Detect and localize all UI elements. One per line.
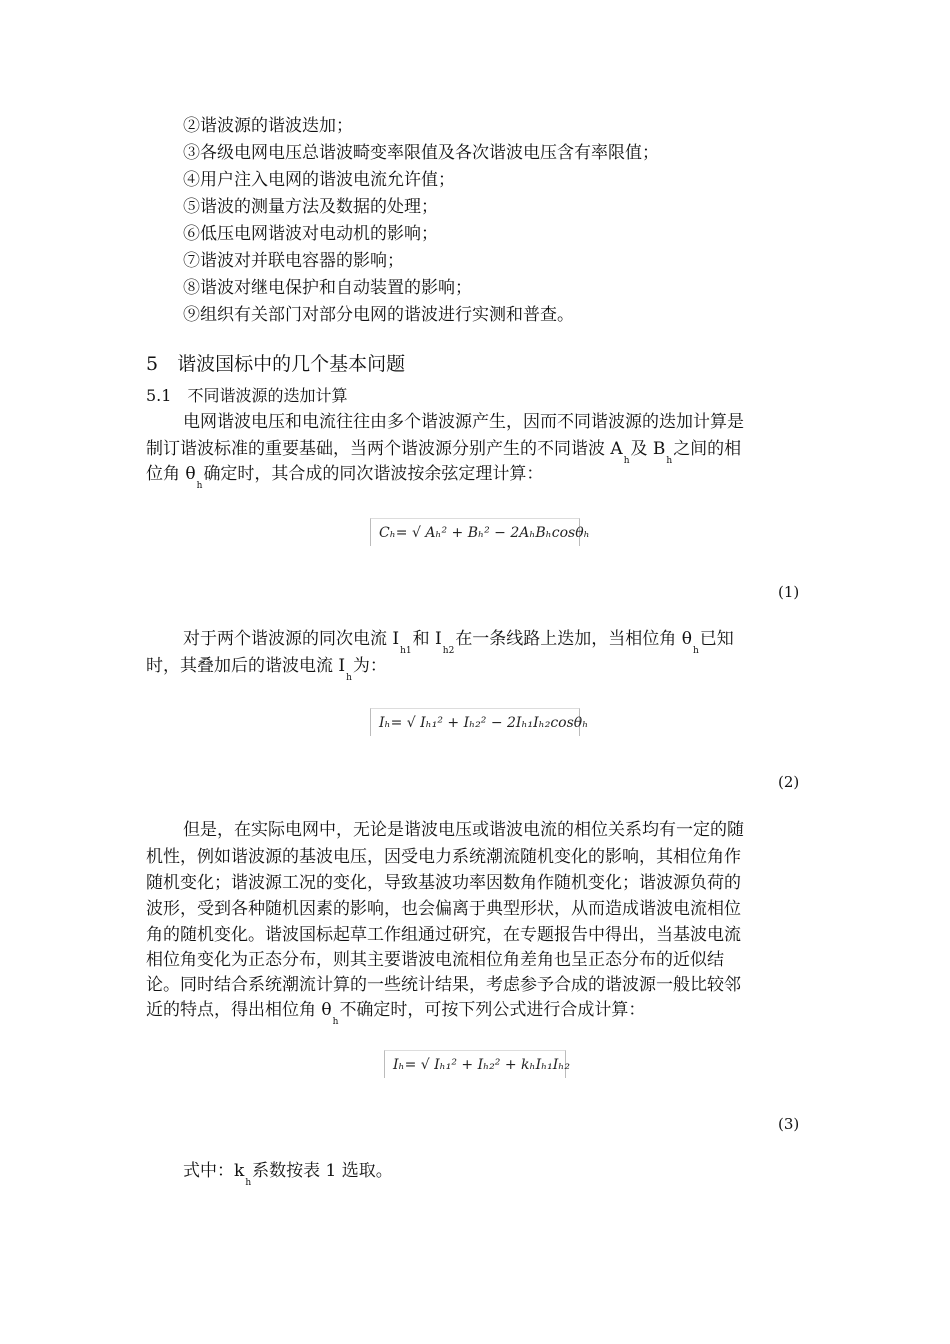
equation-number: (2) xyxy=(778,773,800,791)
paragraph-line: 波形，受到各种随机因素的影响，也会偏离于典型形状，从而造成谐波电流相位 xyxy=(146,899,741,919)
subscript: h2 xyxy=(442,646,455,656)
text-span: 式中：k xyxy=(183,1161,245,1181)
text-span: 之间的相 xyxy=(673,439,742,459)
list-item: ⑧谐波对继电保护和自动装置的影响； xyxy=(183,278,472,298)
text-span: 系数按表 1 选取。 xyxy=(252,1161,393,1181)
paragraph-line: 论。同时结合系统潮流计算的一些统计结果，考虑参予合成的谐波源一般比较邻 xyxy=(146,975,741,995)
subscript: h xyxy=(692,646,699,656)
text-span: 时，其叠加后的谐波电流 I xyxy=(146,656,346,676)
text-span: 及 B xyxy=(630,439,666,459)
subscript: h xyxy=(332,1017,339,1027)
text-span: 和 I xyxy=(412,629,442,649)
subscript: h xyxy=(196,481,203,491)
list-item: ②谐波源的谐波迭加； xyxy=(183,116,353,136)
text-span: 已知 xyxy=(699,629,734,649)
list-item: ⑥低压电网谐波对电动机的影响； xyxy=(183,224,438,244)
paragraph-line xyxy=(146,998,645,1025)
text-span: 不确定时，可按下列公式进行合成计算： xyxy=(339,1000,646,1020)
paragraph-line: 相位角变化为正态分布，则其主要谐波电流相位角差角也呈正态分布的近似结 xyxy=(146,950,724,970)
paragraph-line: 随机变化；谐波源工况的变化，导致基波功率因数角作随机变化；谐波源负荷的 xyxy=(146,873,741,893)
subscript: h xyxy=(666,456,673,466)
equation-image: Iₕ= √ Iₕ₁² + Iₕ₂² + kₕIₕ₁Iₕ₂ xyxy=(384,1050,566,1078)
text-span: 近的特点，得出相位角 θ xyxy=(146,1000,332,1020)
text-span: 制订谐波标准的重要基础，当两个谐波源分别产生的不同谐波 A xyxy=(146,439,623,459)
subsection-heading: 5.1 不同谐波源的迭加计算 xyxy=(146,386,348,405)
paragraph-line: 角的随机变化。谐波国标起草工作组通过研究，在专题报告中得出，当基波电流 xyxy=(146,925,741,945)
equation-image: Iₕ= √ Iₕ₁² + Iₕ₂² − 2Iₕ₁Iₕ₂cosθₕ xyxy=(370,708,580,736)
subscript: h1 xyxy=(400,646,412,656)
text-span: 确定时，其合成的同次谐波按余弦定理计算： xyxy=(203,464,544,484)
list-item: ⑤谐波的测量方法及数据的处理； xyxy=(183,197,438,217)
paragraph-line xyxy=(146,654,387,681)
list-item: ④用户注入电网的谐波电流允许值； xyxy=(183,170,455,190)
subscript: h xyxy=(346,673,352,683)
equation-number: (1) xyxy=(778,583,800,601)
text-span: 为： xyxy=(352,656,387,676)
subscript: h xyxy=(623,456,630,466)
list-item: ⑦谐波对并联电容器的影响； xyxy=(183,251,404,271)
paragraph-line xyxy=(183,627,734,654)
text-span: 位角 θ xyxy=(146,464,196,484)
equation-number: (3) xyxy=(778,1115,800,1133)
list-item: ③各级电网电压总谐波畸变率限值及各次谐波电压含有率限值； xyxy=(183,143,659,163)
paragraph-line: 机性，例如谐波源的基波电压，因受电力系统潮流随机变化的影响，其相位角作 xyxy=(146,847,741,867)
text-span: 在一条线路上迭加，当相位角 θ xyxy=(455,629,692,649)
paragraph-line: 但是，在实际电网中，无论是谐波电压或谐波电流的相位关系均有一定的随 xyxy=(183,820,744,840)
paragraph-line xyxy=(146,437,741,464)
text-span: 对于两个谐波源的同次电流 I xyxy=(183,629,400,649)
equation-image: Cₕ= √ Aₕ² + Bₕ² − 2AₕBₕcosθₕ xyxy=(370,518,580,546)
paragraph-line: 电网谐波电压和电流往往由多个谐波源产生，因而不同谐波源的迭加计算是 xyxy=(183,412,744,432)
paragraph-line xyxy=(183,1159,393,1186)
section-heading: 5 谐波国标中的几个基本问题 xyxy=(146,353,406,375)
subscript: h xyxy=(245,1178,252,1188)
list-item: ⑨组织有关部门对部分电网的谐波进行实测和普查。 xyxy=(183,305,574,325)
paragraph-line xyxy=(146,462,543,489)
